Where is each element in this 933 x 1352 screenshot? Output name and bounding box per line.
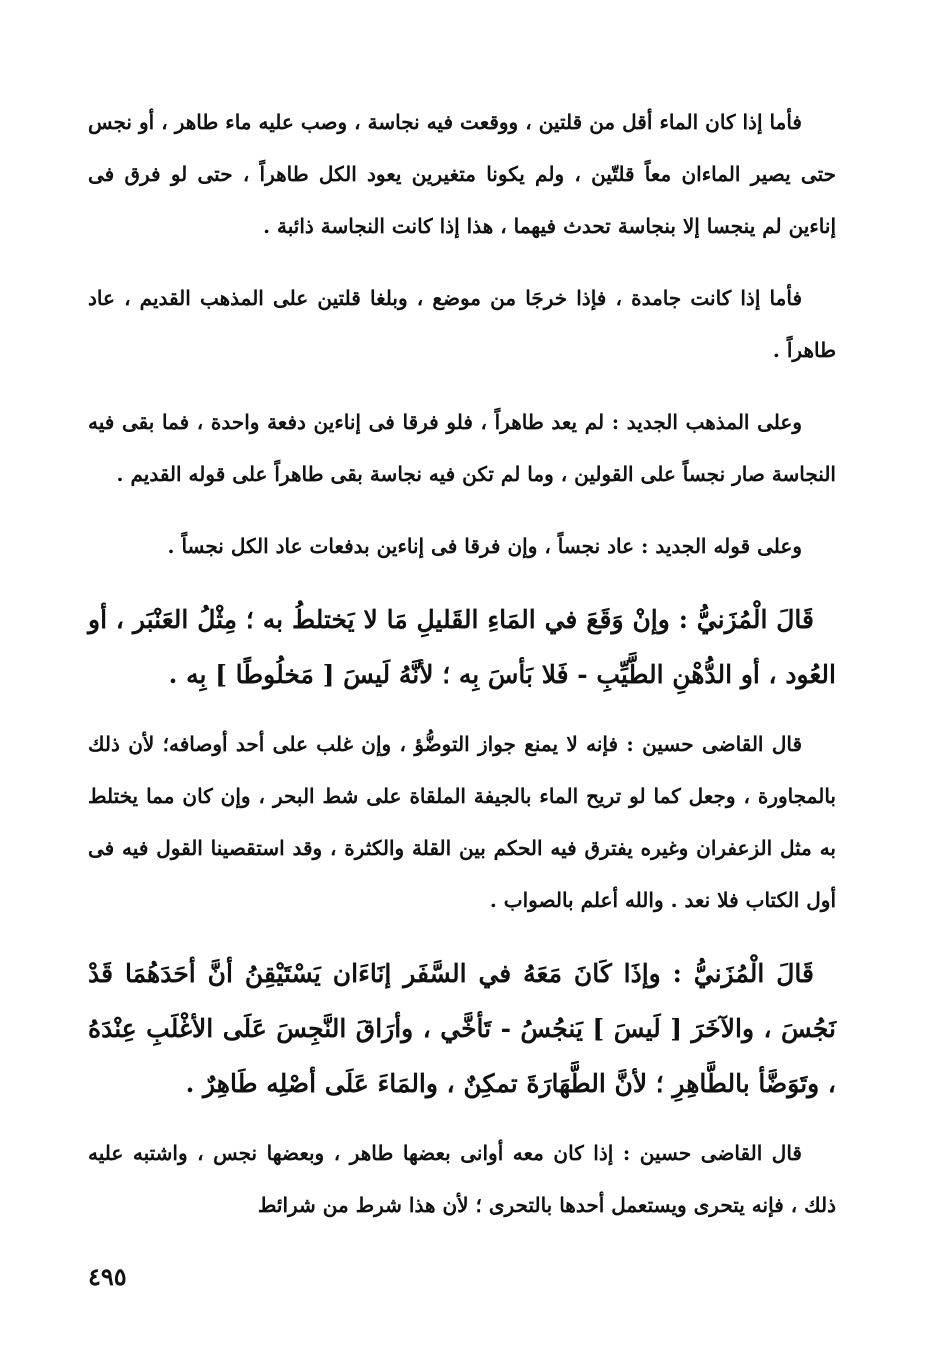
paragraph-commentary: وعلى المذهب الجديد : لم يعد طاهراً ، فلو فرقا فى إناءين دفعة واحدة ، فما بقى فيه النجاسة صار نجساً على القولين ، وما لم تكن فيه نجاسة بقى طاهراً على قوله القديم . — [88, 410, 836, 486]
paragraph-commentary: قال القاضى حسين : فإنه لا يمنع جواز التوضُّؤ ، وإن غلب على أحد أوصافه؛ لأن ذلك بالمجاورة ، وجعل كما لو تريح الماء بالجيفة الملقاة على شط البحر ، وإن كان مما يختلط به مثل الزعفران وغيره يفترق فيه الحكم بين القلة والكثرة ، وقد استقصينا القول فيه فى أول الكتاب فلا نعد . والله أعلم بالصواب . — [88, 732, 836, 912]
paragraph-muzani-quote: قَالَ الْمُزَنيُّ : وإذَا كَانَ مَعَهُ في السَّفَر إنَاءَان يَسْتَيْقِنُ أنَّ أحَدَهُمَا قَدْ نَجُسَ ، والآخَرَ [ لَيسَ ] يَنجُسُ - تَأخَّي ، وأرَاقَ النَّجِسَ عَلَى الأغْلَبِ عِنْدَهُ ، وتَوَضَّأ بالطَّاهِرِ ؛ لأنَّ الطَّهَارَةَ تمكِنٌ ، والمَاءَ عَلَى أصْلِه طَاهِرٌ . — [88, 959, 836, 1098]
paragraph-commentary: وعلى قوله الجديد : عاد نجساً ، وإن فرقا فى إناءين بدفعات عاد الكل نجساً . — [167, 534, 802, 558]
paragraph-commentary: فأما إذا كانت جامدة ، فإذا خرجَا من موضع ، وبلغا قلتين على المذهب القديم ، عاد طاهراً . — [88, 286, 836, 362]
paragraph-commentary: فأما إذا كان الماء أقل من قلتين ، ووقعت فيه نجاسة ، وصب عليه ماء طاهر ، أو نجس حتى يصير الماءان معاً قلتّين ، ولم يكونا متغيرين يعود الكل طاهراً ، حتى لو فرق فى إناءين لم ينجسا إلا بنجاسة تحدث فيهما ، هذا إذا كانت النجاسة ذائبة . — [88, 110, 836, 238]
main-text-column — [88, 96, 836, 1251]
page-number: ٤٩٥ — [88, 1262, 127, 1291]
paragraph-muzani-quote: قَالَ الْمُزَنيُّ : وإنْ وَقَعَ في المَاءِ القَليلِ مَا لا يَختلطُ به ؛ مِثْلُ العَنْبَر ، أو العُود ، أو الدُّهْنِ الطَّيِّبِ - فَلا بَأسَ بِه ؛ لأنَّهُ لَيسَ [ مَخلُوطًا ] بِه . — [88, 605, 836, 689]
paragraph-commentary: قال القاضى حسين : إذا كان معه أوانى بعضها طاهر ، وبعضها نجس ، واشتبه عليه ذلك ، فإنه يتحرى ويستعمل أحدها بالتحرى ؛ لأن هذا شرط من شرائط — [88, 1141, 836, 1217]
